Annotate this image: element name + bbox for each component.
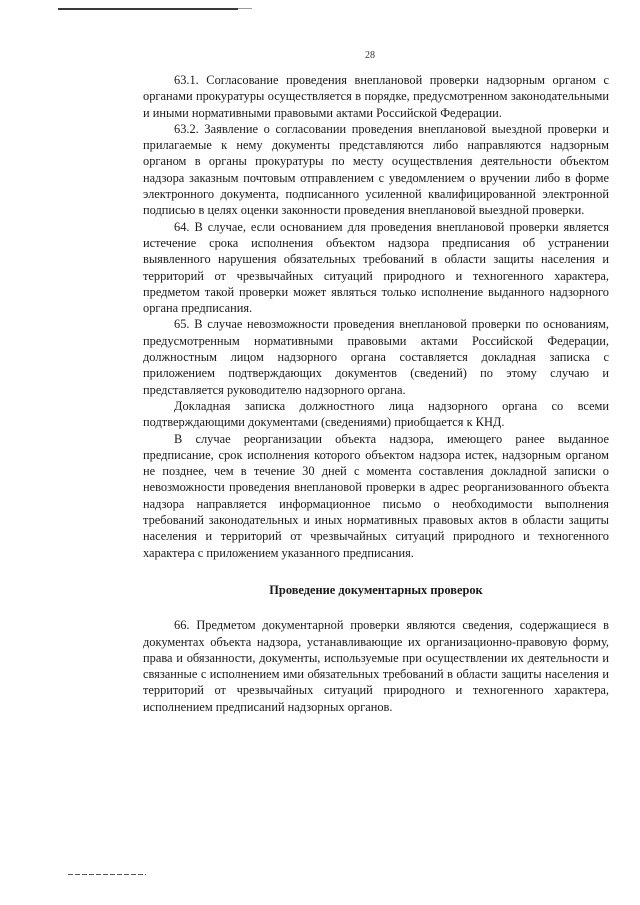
paragraph-report-note: Докладная записка должностного лица надзорного органа со всеми подтверждающими документами (сведениями) приобщается к КНД. [143, 398, 609, 430]
paragraph-63-2: 63.2. Заявление о согласовании проведения внеплановой выездной проверки и прилагаемые к нему документы представляются либо направляются надзорным органом в органы прокуратуры по месту осуществления деятельности объектом надзора заказным почтовым отправлением с уведомлением о вручении либо в форме электронного документа, подписанного усиленной квалифицированной электронной подписью в целях оценки законности проведения внеплановой выездной проверки. [143, 121, 609, 218]
paragraph-64: 64. В случае, если основанием для проведения внеплановой проверки является истечение срока исполнения объектом надзора предписания об устранении выявленного нарушения обязательных требований в области защиты населения и территорий от чрезвычайных ситуаций природного и техногенного характера, предметом такой проверки может являться только исполнение выданного надзорного органа предписания. [143, 219, 609, 316]
paragraph-reorganization: В случае реорганизации объекта надзора, имеющего ранее выданное предписание, срок исполнения которого объектом надзора истек, надзорным органом не позднее, чем в течение 30 дней с момента составления докладной записки о невозможности проведения внеплановой проверки в адрес реорганизованного объекта надзора направляется информационное письмо о необходимости выполнения требований законодательных и иных нормативных правовых актов в области защиты населения и территорий от чрезвычайных ситуаций природного и техногенного характера с приложением указанного предписания. [143, 431, 609, 560]
paragraph-63-1: 63.1. Согласование проведения внеплановой проверки надзорным органом с органами прокуратуры осуществляется в порядке, предусмотренном законодательными и иными нормативными правовыми актами Российской Федерации. [143, 73, 609, 120]
top-scan-rule [58, 8, 238, 10]
top-scan-rule-tail [238, 8, 252, 9]
bottom-scan-rule [68, 874, 146, 875]
paragraph-65: 65. В случае невозможности проведения внеплановой проверки по основаниям, предусмотренным нормативными правовыми актами Российской Федерации, должностным лицом надзорного органа составляется докладная записка с приложением подтверждающих документов (сведений) по этому случаю и представляется руководителю надзорного органа. [143, 317, 609, 397]
section-heading: Проведение документарных проверок [269, 582, 483, 597]
page-number: 28 [365, 50, 375, 61]
paragraph-66: 66. Предметом документарной проверки являются сведения, содержащиеся в документах объекта надзора, устанавливающие их организационно-правовую форму, права и обязанности, документы, используемые при осуществлении их деятельности и связанные с исполнением ими обязательных требований в области защиты населения и территорий от чрезвычайных ситуаций природного и техногенного характера, исполнением предписаний надзорных органов. [143, 618, 609, 714]
document-body [143, 72, 609, 715]
